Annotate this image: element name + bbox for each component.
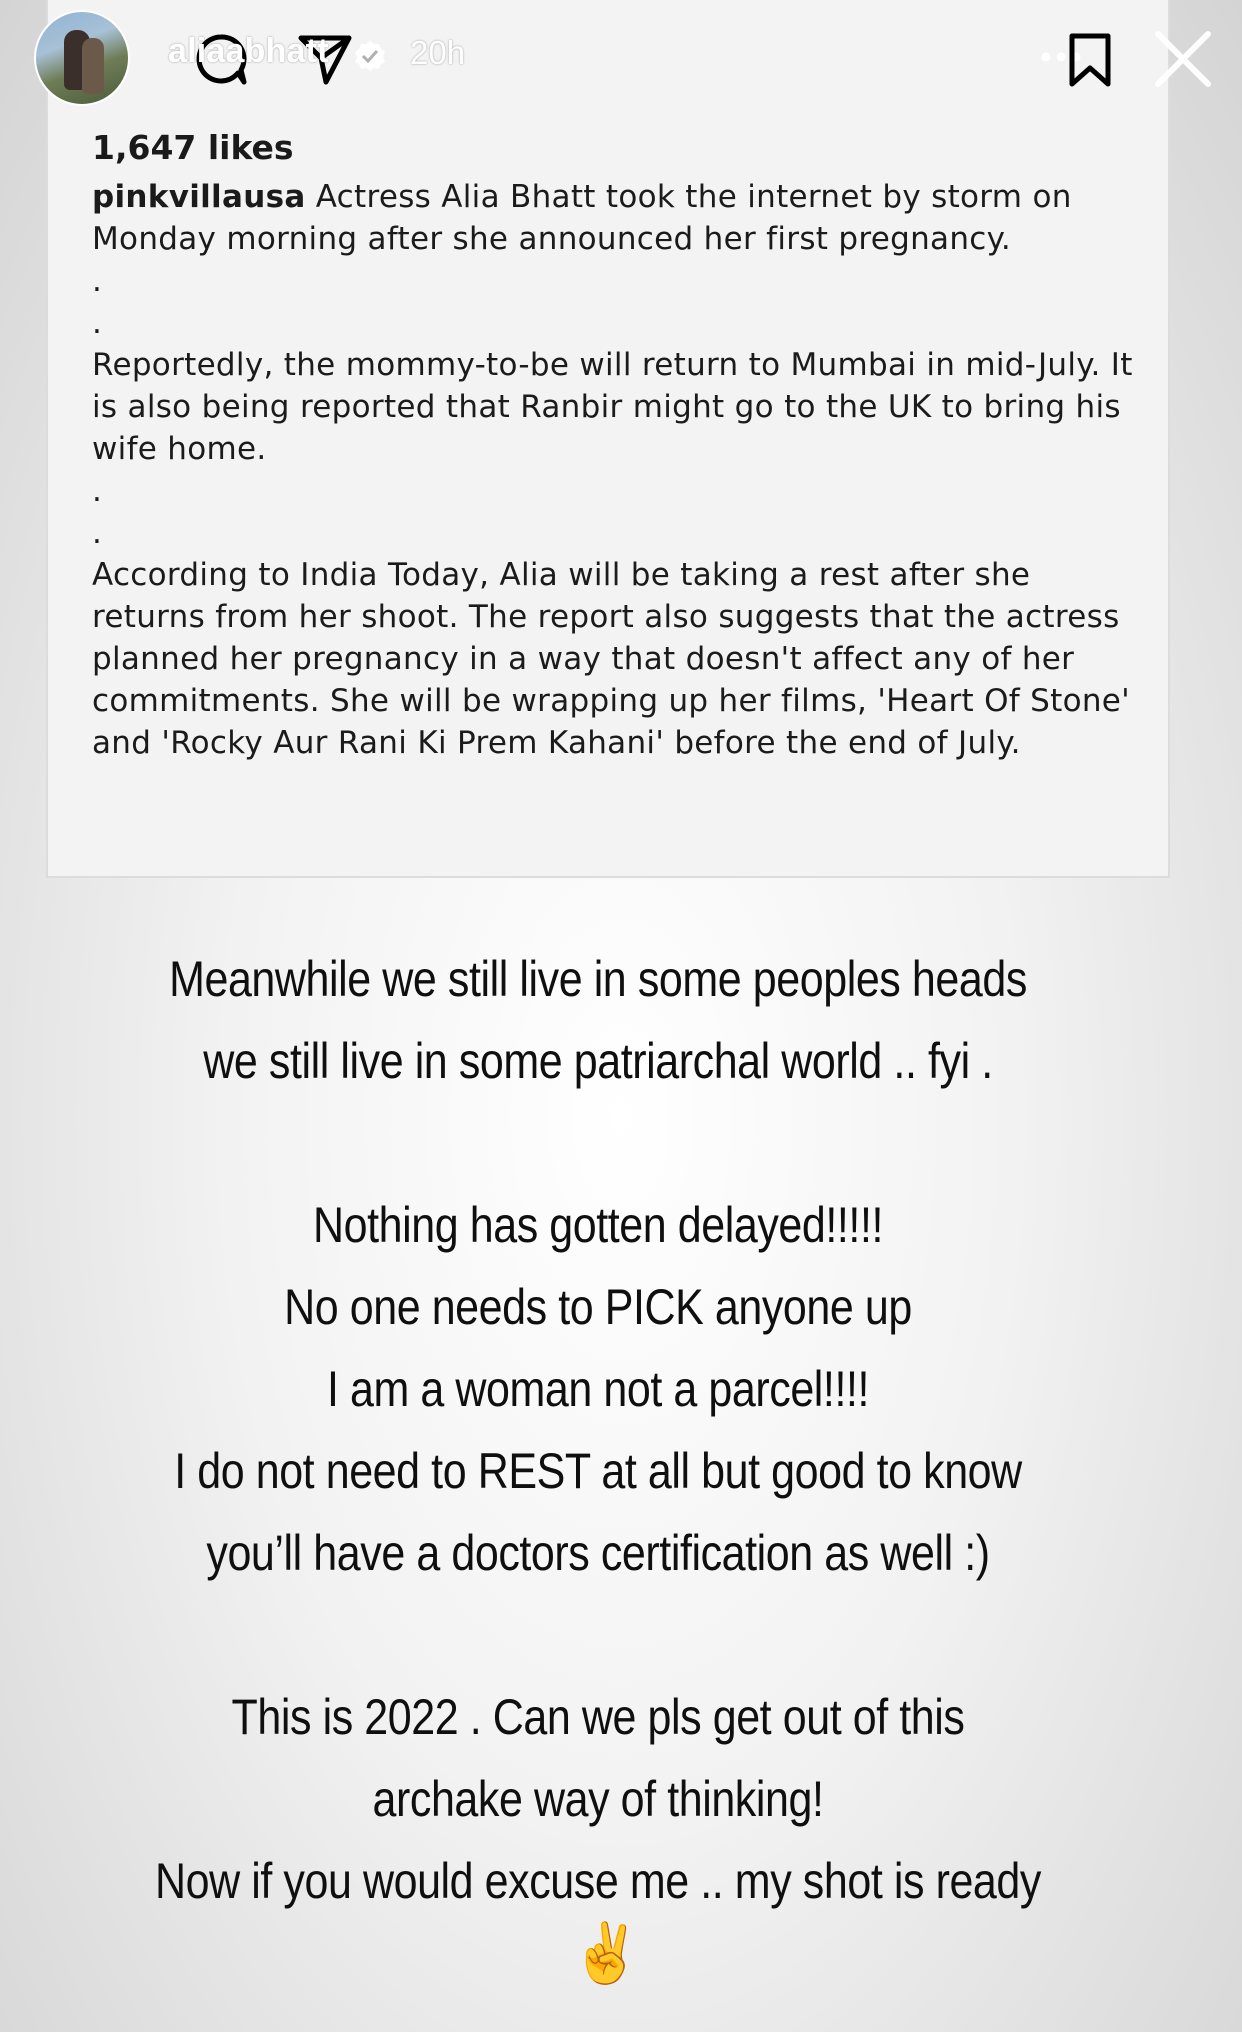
avatar[interactable] xyxy=(34,10,130,106)
story-text-block xyxy=(135,938,1060,1922)
embedded-post-screenshot xyxy=(46,0,1170,878)
verified-badge-icon xyxy=(354,40,386,72)
post-caption xyxy=(92,176,1152,764)
story-text-line: Meanwhile we still live in some peoples heads xyxy=(169,951,1027,1007)
story-text-line xyxy=(135,1102,1060,1184)
story-text-line: Nothing has gotten delayed!!!!! xyxy=(313,1197,883,1253)
story-text-line: archake way of thinking! xyxy=(372,1771,824,1827)
story-text-line: I am a woman not a parcel!!!! xyxy=(326,1361,870,1417)
peace-sign-emoji: ✌️ xyxy=(570,1919,643,1987)
bookmark-icon[interactable] xyxy=(1066,32,1114,88)
story-text-line: No one needs to PICK anyone up xyxy=(284,1279,912,1335)
story-text-line: we still live in some patriarchal world .. fyi . xyxy=(203,1033,993,1089)
story-text-line: This is 2022 . Can we pls get out of this xyxy=(231,1689,965,1745)
story-text-line: you’ll have a doctors certification as well :) xyxy=(206,1525,990,1581)
story-text-line: I do not need to REST at all but good to know xyxy=(174,1443,1022,1499)
story-header xyxy=(0,0,1242,120)
caption-dot: . xyxy=(92,263,103,299)
story-timestamp: 20h xyxy=(410,34,466,71)
caption-dot: . xyxy=(92,473,103,509)
story-text-line: Now if you would excuse me .. my shot is ready xyxy=(155,1853,1041,1909)
caption-dot: . xyxy=(92,305,103,341)
caption-username: pinkvillausa xyxy=(92,179,306,215)
likes-count: 1,647 likes xyxy=(92,128,294,167)
story-text-line xyxy=(135,1594,1060,1676)
caption-paragraph-3: According to India Today, Alia will be taking a rest after she returns from her shoot. The report also suggests that the actress planned her pregnancy in a way that doesn't affect any of her commitments. She will be wrapping up her films, 'Heart Of Stone' and 'Rocky Aur Rani Ki Prem Kahani' before the end of July. xyxy=(92,557,1131,761)
caption-lead-text: Actress Alia Bhatt took the internet by storm on Monday morning after she announced her first pregnancy. xyxy=(92,179,1072,257)
avatar-figure xyxy=(82,38,104,94)
story-username[interactable]: aliaabhatt xyxy=(168,32,329,70)
close-icon[interactable] xyxy=(1152,28,1214,90)
caption-dot: . xyxy=(92,515,103,551)
caption-paragraph-2: Reportedly, the mommy-to-be will return to Mumbai in mid-July. It is also being reported that Ranbir might go to the UK to bring his wife home. xyxy=(92,347,1133,467)
